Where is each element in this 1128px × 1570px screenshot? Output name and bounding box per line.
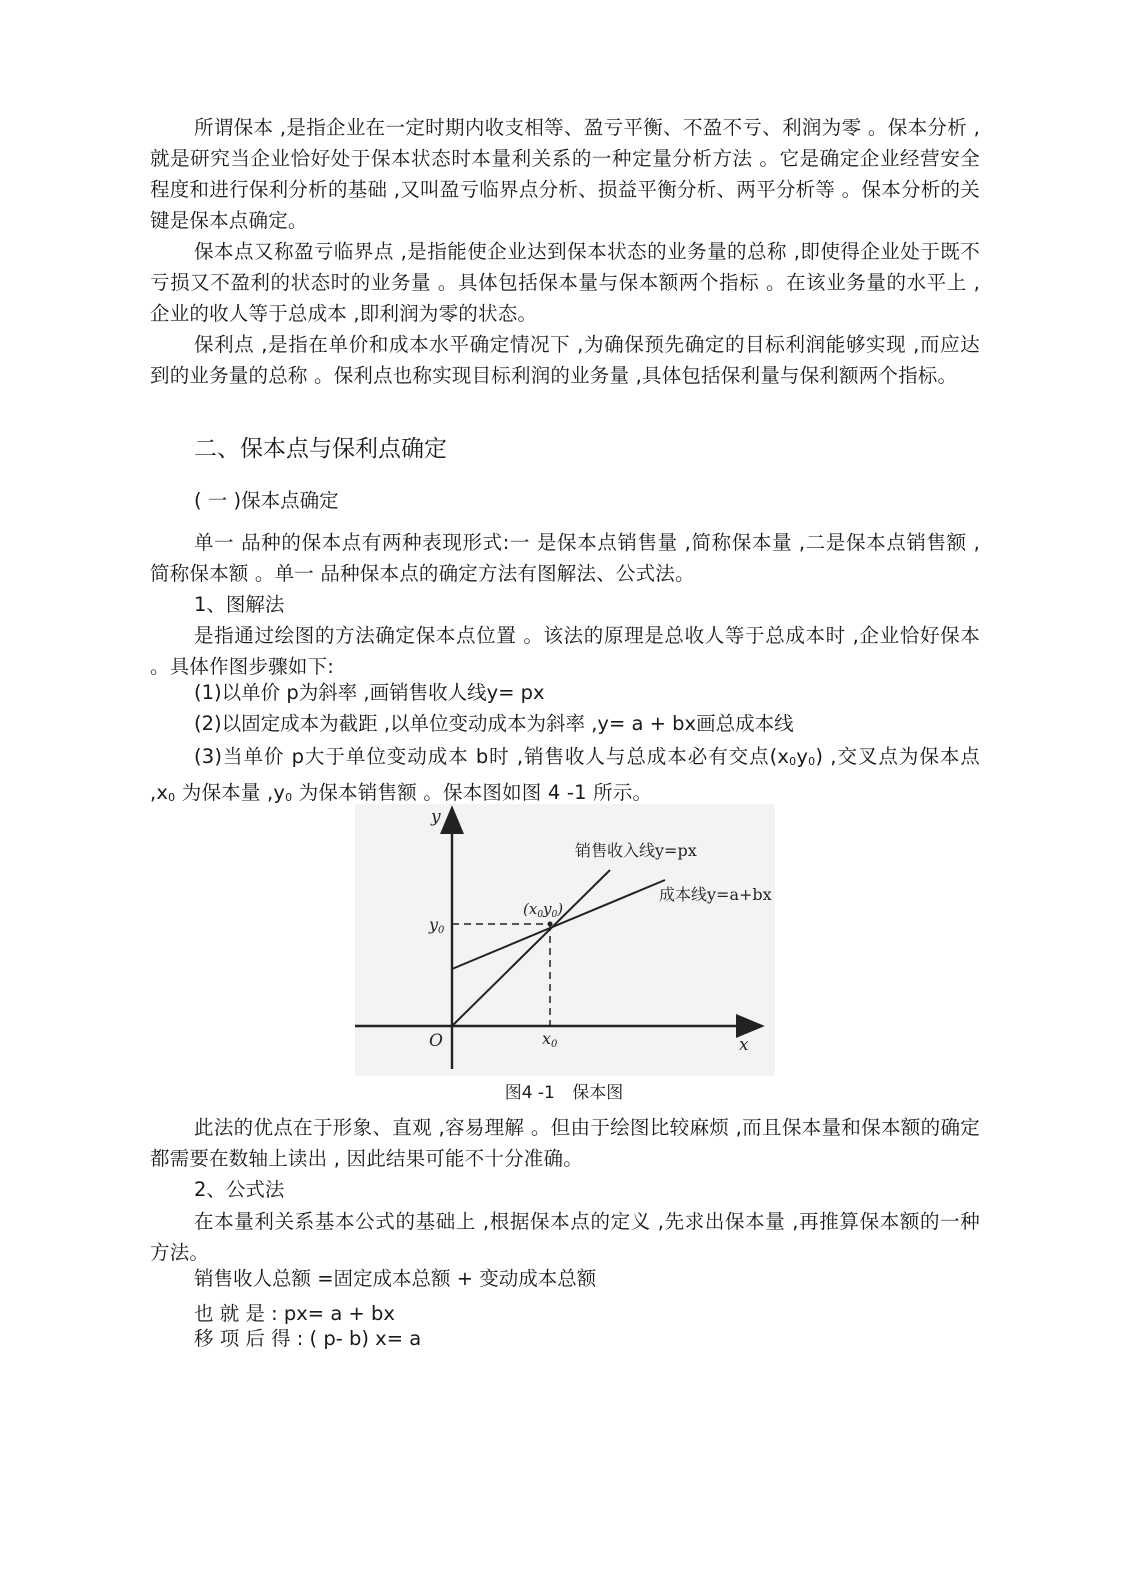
point-label-end: ): [557, 900, 564, 918]
cost-line-label: 成本线y=a+bx: [659, 885, 772, 904]
paragraph-breakeven-definition: 所谓保本 ,是指企业在一定时期内收支相等、盈亏平衡、不盈不亏、利润为零 。保本分析 ,就是研究当企业恰好处于保本状态时本量利关系的一种定量分析方法 。它是确定企业经营安全程度和进行保利分析的基础 ,又叫盈亏临界点分析、损益平衡分析、两平分析等 。保本分析的关键是保本点确定。: [150, 116, 980, 232]
breakeven-figure: [355, 804, 775, 1076]
cost-line: [452, 880, 665, 969]
paragraph-graphic-pros: 此法的优点在于形象、直观 ,容易理解 。但由于绘图比较麻烦 ,而且保本量和保本额的确定都需要在数轴上读出 , 因此结果可能不十分准确。: [150, 1116, 980, 1170]
paragraph-graphic-method: 是指通过绘图的方法确定保本点位置 。该法的原理是总收人等于总成本时 ,企业恰好保本 。具体作图步骤如下:: [150, 624, 980, 678]
y-axis-label: y: [431, 807, 441, 827]
x0-label-sub: 0: [551, 1039, 558, 1050]
formula-1: 销售收人总额 =固定成本总额 + 变动成本总额: [194, 1267, 597, 1290]
step3-text-b: y: [796, 745, 809, 768]
step3-sub2: 0: [808, 755, 816, 768]
step-2: (2)以固定成本为截距 ,以单位变动成本为斜率 ,y= a + bx画总成本线: [194, 712, 794, 735]
y0-label-main: y: [429, 915, 439, 934]
y0-label-sub: 0: [438, 925, 445, 936]
revenue-line-label: 销售收入线y=px: [575, 841, 697, 860]
figure-caption: [0, 1080, 1128, 1106]
point-label-sub1: 0: [537, 910, 544, 920]
caption-number: 图4 -1: [504, 1083, 555, 1103]
section-heading: 二、保本点与保利点确定: [194, 436, 447, 462]
paragraph-single-product: 单一 品种的保本点有两种表现形式:一 是保本点销售量 ,简称保本量 ,二是保本点销售额 ,简称保本额 。单一 品种保本点的确定方法有图解法、公式法。: [150, 531, 980, 585]
point-label: [523, 900, 563, 920]
paragraph-breakeven-point: 保本点又称盈亏临界点 ,是指能使企业达到保本状态的业务量的总称 ,即使得企业处于既不亏损又不盈利的状态时的业务量 。具体包括保本量与保本额两个指标 。在该业务量的水平上 ,企业的收人等于总成本 ,即利润为零的状态。: [150, 240, 980, 325]
step3-sub1: 0: [789, 755, 797, 768]
paragraph-formula-method: 在本量利关系基本公式的基础上 ,根据保本点的定义 ,先求出保本量 ,再推算保本额的一种方法。: [150, 1210, 980, 1264]
step3-text-e: 为保本销售额 。保本图如图 4 -1 所示。: [292, 781, 653, 804]
x0-label: [542, 1029, 558, 1050]
step-3: [150, 741, 980, 813]
paragraph-profit-point: 保利点 ,是指在单价和成本水平确定情况下 ,为确保预先确定的目标利润能够实现 ,而应达到的业务量的总称 。保利点也称实现目标利润的业务量 ,具体包括保利量与保利额两个指标。: [150, 333, 980, 387]
point-label-a: (x: [523, 900, 538, 918]
step3-sub4: 0: [285, 791, 293, 804]
origin-label: O: [429, 1031, 443, 1051]
caption-title: 保本图: [572, 1083, 624, 1103]
point-label-mid: y: [543, 900, 552, 918]
x0-label-main: x: [542, 1029, 552, 1048]
method2-title: 2、公式法: [194, 1178, 285, 1201]
y0-label: [428, 915, 445, 936]
step-1: (1)以单价 p为斜率 ,画销售收人线y= px: [194, 681, 545, 704]
formula-2: 也 就 是 : px= a + bx: [194, 1302, 395, 1325]
step3-text-c: ) ,交叉点为保本点 ,x: [150, 745, 980, 804]
step3-text-d: 为保本量 ,y: [175, 781, 286, 804]
x-axis-label: x: [739, 1035, 749, 1055]
point-label-sub2: 0: [551, 910, 558, 920]
breakeven-chart: [355, 804, 775, 1076]
formula-3: 移 项 后 得 : ( p- b) x= a: [194, 1327, 422, 1350]
step3-sub3: 0: [168, 791, 176, 804]
breakeven-point: [548, 922, 553, 927]
step3-text-a: (3)当单价 p大于单位变动成本 b时 ,销售收人与总成本必有交点(x: [194, 745, 790, 768]
method1-title: 1、图解法: [194, 593, 285, 616]
subsection-heading: ( 一 )保本点确定: [194, 489, 339, 512]
revenue-line: [452, 870, 610, 1026]
